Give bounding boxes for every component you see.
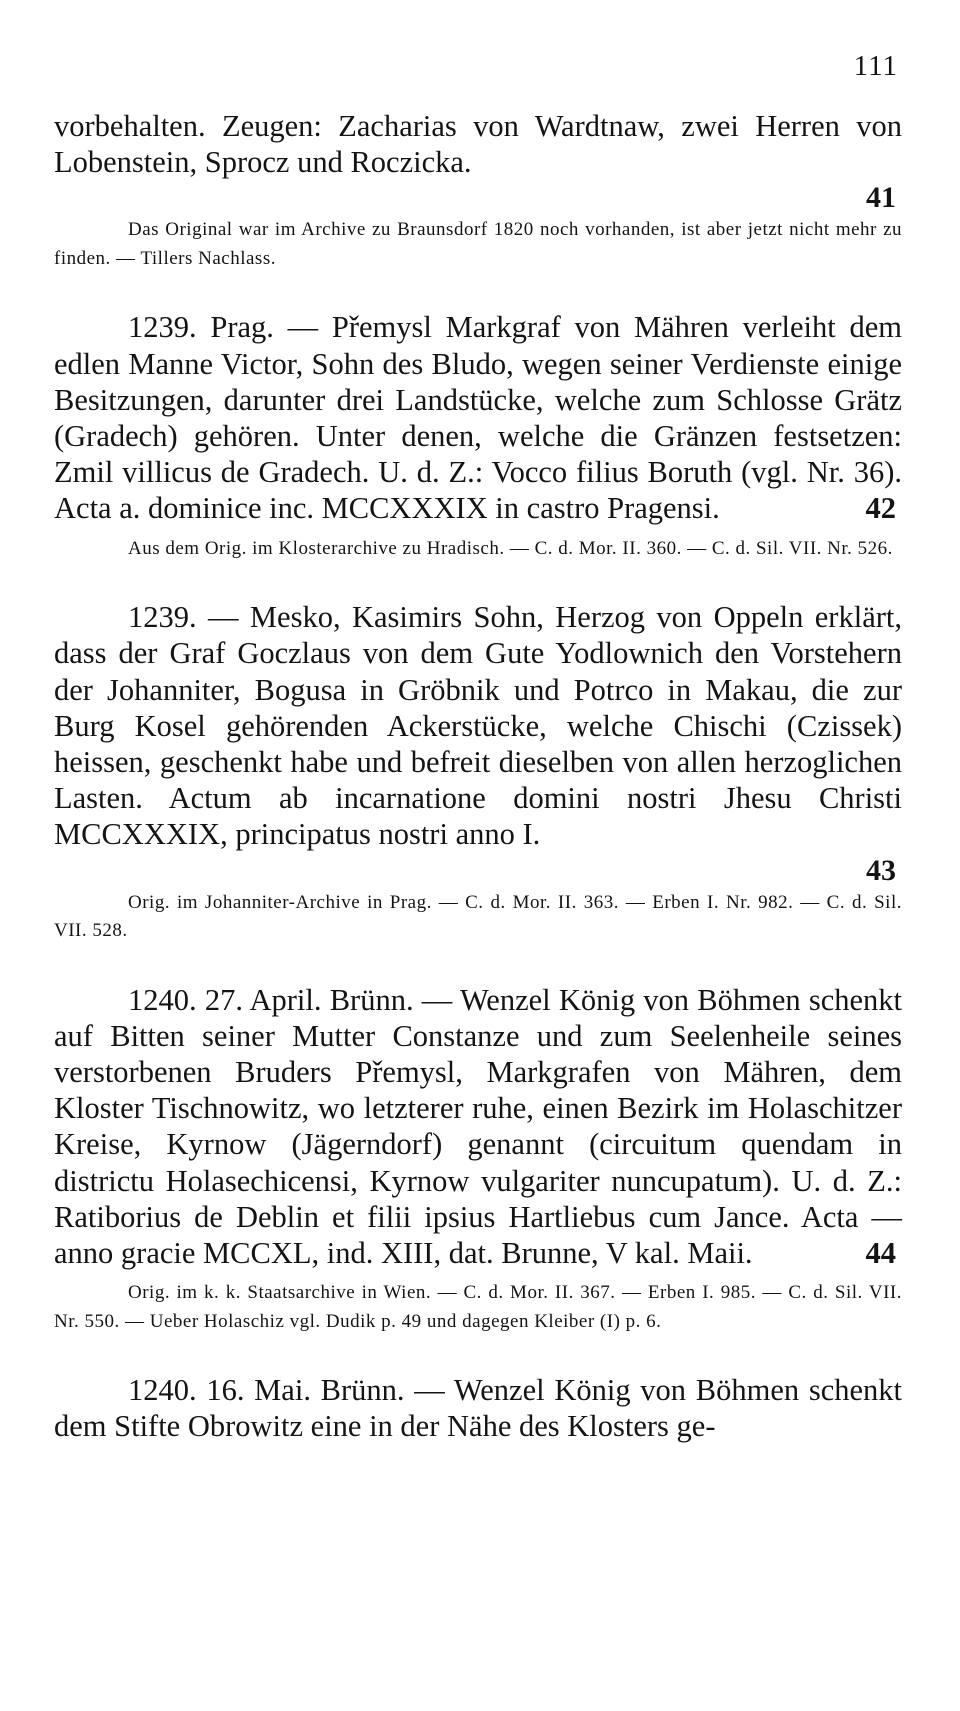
section-spacer (54, 273, 902, 309)
entry-44-note: Orig. im k. k. Staatsarchive in Wien. — C. d. Mor. II. 367. — Erben I. 985. — C. d. Sil. VII. Nr. 550. — Ueber Holaschiz vgl. Dudik p. 49 und dagegen Kleiber (I) p. 6. (54, 1282, 902, 1332)
section-spacer (54, 1336, 902, 1372)
page-content (54, 108, 902, 1445)
entry-43-text: 1239. — Mesko, Kasimirs Sohn, Herzog von Oppeln erklärt, dass der Graf Goczlaus von dem Gute Yodlownich den Vorstehern der Johanniter, Bogusa in Gröbnik und Potrco in Makau, die zur Burg Kosel gehörenden Ackerstücke, welche Chischi (Czissek) heissen, geschenkt habe und befreit dieselben von allen herzoglichen Lasten. Actum ab incarnatione domini nostri Jhesu Christi MCCXXXIX, principatus nostri anno I. (54, 600, 902, 852)
entry-41-text: vorbehalten. Zeugen: Zacharias von Wardtnaw, zwei Herren von Lobenstein, Sprocz und Roczicka. (54, 109, 902, 180)
entry-43-number: 43 (866, 853, 896, 887)
entry-44-body: 1240. 27. April. Brünn. — Wenzel König von Böhmen schenkt auf Bitten seiner Mutter Constanze und zum Seelenheile seines verstorbenen Bruders Přemysl, Markgrafen von Mähren, dem Kloster Tischnowitz, wo letzterer ruhe, einen Bezirk im Holaschitzer Kreise, Kyrnow (Jägerndorf) genannt (circuitum quendam in districtu Holasechicensi, Kyrnow vulgariter nuncupatum). U. d. Z.: Ratiborius de Deblin et filii ipsius Hartliebus cum Jance. Acta — anno gracie MCCXL, ind. XIII, dat. Brunne, V kal. Maii. (54, 982, 902, 1270)
entry-42-number: 42 (865, 491, 896, 526)
section-spacer (54, 563, 902, 599)
entry-42-note: Aus dem Orig. im Klosterarchive zu Hradisch. — C. d. Mor. II. 360. — C. d. Sil. VII. Nr. 526. (128, 537, 893, 559)
note-spacer (54, 527, 902, 535)
entry-41-number: 41 (866, 181, 896, 215)
entry-42-body: 1239. Prag. — Přemysl Markgraf von Mähren verleiht dem edlen Manne Victor, Sohn des Bludo, wegen seiner Verdienste einige Besitzungen, darunter drei Landstücke, welche zum Schlosse Grätz (Gradech) gehören. Unter denen, welche die Gränzen festsetzen: Zmil villicus de Gradech. U. d. Z.: Vocco filius Boruth (vgl. Nr. 36). Acta a. dominice inc. MCCXXXIX in castro Pragensi. (54, 310, 902, 526)
entry-44-text (54, 982, 902, 1272)
entry-44-number: 44 (865, 1235, 896, 1270)
entry-42-text (54, 309, 902, 526)
section-spacer (54, 946, 902, 982)
entry-41-note: Das Original war im Archive zu Braunsdorf 1820 noch vorhanden, ist aber jetzt nicht mehr zu finden. — Tillers Nachlass. (54, 219, 902, 269)
entry-45-text: 1240. 16. Mai. Brünn. — Wenzel König von Böhmen schenkt dem Stifte Obrowitz eine in der Nähe des Klosters ge- (54, 1373, 902, 1444)
note-spacer (54, 1271, 902, 1279)
page-number: 111 (853, 50, 898, 82)
entry-43-note: Orig. im Johanniter-Archive in Prag. — C. d. Mor. II. 363. — Erben I. Nr. 982. — C. d. Sil. VII. 528. (54, 891, 902, 942)
